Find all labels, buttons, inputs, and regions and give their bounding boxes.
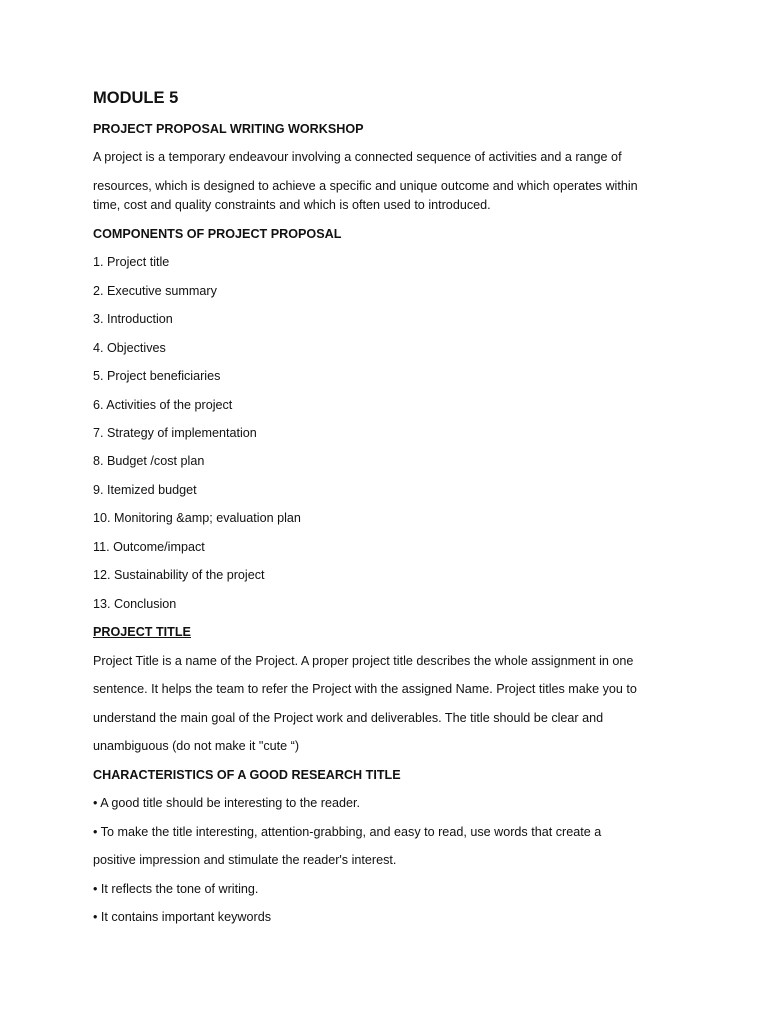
- module-title: MODULE 5: [93, 89, 179, 107]
- list-item: • A good title should be interesting to the reader.: [93, 796, 360, 810]
- list-item: 1. Project title: [93, 255, 170, 269]
- list-item: 2. Executive summary: [93, 284, 217, 298]
- list-item: • It reflects the tone of writing.: [93, 882, 259, 896]
- list-item: 7. Strategy of implementation: [93, 426, 257, 440]
- list-item: 8. Budget /cost plan: [93, 454, 205, 468]
- list-item: • It contains important keywords: [93, 910, 271, 924]
- characteristics-heading: CHARACTERISTICS OF A GOOD RESEARCH TITLE: [93, 768, 401, 782]
- paragraph-line: resources, which is designed to achieve a specific and unique outcome and which operates within: [93, 179, 638, 193]
- list-item: 4. Objectives: [93, 341, 166, 355]
- list-item: • To make the title interesting, attention-grabbing, and easy to read, use words that create a: [93, 825, 602, 839]
- list-item: 11. Outcome/impact: [93, 540, 205, 554]
- list-item: positive impression and stimulate the reader's interest.: [93, 853, 397, 867]
- list-item: 10. Monitoring &amp; evaluation plan: [93, 511, 301, 525]
- components-heading: COMPONENTS OF PROJECT PROPOSAL: [93, 227, 342, 241]
- paragraph-line: understand the main goal of the Project work and deliverables. The title should be clear and: [93, 711, 604, 725]
- paragraph-line: A project is a temporary endeavour involving a connected sequence of activities and a range of: [93, 150, 622, 164]
- paragraph-line: Project Title is a name of the Project. A proper project title describes the whole assignment in one: [93, 654, 634, 668]
- paragraph-line: time, cost and quality constraints and which is often used to introduced.: [93, 198, 491, 212]
- list-item: 5. Project beneficiaries: [93, 369, 221, 383]
- list-item: 6. Activities of the project: [93, 398, 233, 412]
- list-item: 9. Itemized budget: [93, 483, 197, 497]
- list-item: 12. Sustainability of the project: [93, 568, 265, 582]
- list-item: 13. Conclusion: [93, 597, 177, 611]
- paragraph-line: unambiguous (do not make it "cute “): [93, 739, 300, 753]
- paragraph-line: sentence. It helps the team to refer the Project with the assigned Name. Project titles make you to: [93, 682, 637, 696]
- project-title-heading: PROJECT TITLE: [93, 625, 191, 639]
- workshop-heading: PROJECT PROPOSAL WRITING WORKSHOP: [93, 122, 364, 136]
- list-item: 3. Introduction: [93, 312, 173, 326]
